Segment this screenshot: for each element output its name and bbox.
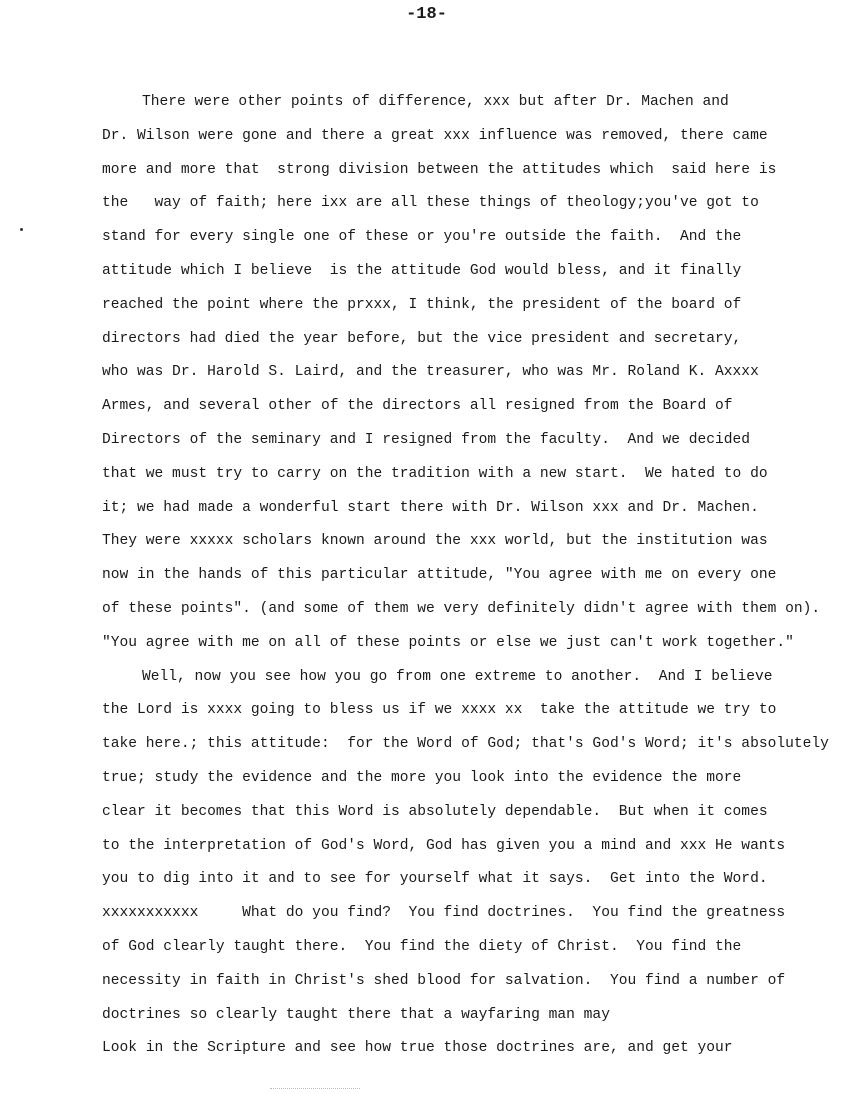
text-line: Armes, and several other of the directors all resigned from the Board of (102, 398, 733, 415)
text-line: that we must try to carry on the tradition with a new start. We hated to do (102, 465, 768, 482)
text-line: directors had died the year before, but the vice president and secretary, (102, 330, 742, 347)
text-line: of God clearly taught there. You find the diety of Christ. You find the (102, 938, 742, 955)
text-line: take here.; this attitude: for the Word of God; that's God's Word; it's absolutely (102, 736, 829, 753)
text-line: They were xxxxx scholars known around the xxx world, but the institution was (102, 533, 768, 550)
typed-text-body (102, 92, 832, 1072)
page-number: -18- (406, 5, 447, 24)
text-line: of these points". (and some of them we very definitely didn't agree with them on). (102, 600, 821, 617)
text-line: reached the point where the prxxx, I think, the president of the board of (102, 296, 742, 313)
text-line: clear it becomes that this Word is absolutely dependable. But when it comes (102, 803, 768, 820)
text-line: Look in the Scripture and see how true those doctrines are, and get your (102, 1040, 733, 1057)
text-line: now in the hands of this particular attitude, "You agree with me on every one (102, 567, 777, 584)
text-line: Well, now you see how you go from one extreme to another. And I believe (142, 668, 773, 685)
text-line: doctrines so clearly taught there that a wayfaring man may (102, 1006, 610, 1023)
text-line: xxxxxxxxxxx What do you find? You find doctrines. You find the greatness (102, 905, 786, 922)
text-line: necessity in faith in Christ's shed blood for salvation. You find a number of (102, 972, 786, 989)
text-line: There were other points of difference, xxx but after Dr. Machen and (142, 94, 729, 110)
margin-dot (20, 228, 23, 231)
text-line: stand for every single one of these or you're outside the faith. And the (102, 229, 742, 246)
text-line: who was Dr. Harold S. Laird, and the treasurer, who was Mr. Roland K. Axxxx (102, 364, 759, 381)
text-line: it; we had made a wonderful start there with Dr. Wilson xxx and Dr. Machen. (102, 499, 759, 516)
text-line: attitude which I believe is the attitude God would bless, and it finally (102, 262, 742, 279)
text-line: you to dig into it and to see for yourself what it says. Get into the Word. (102, 871, 768, 888)
text-line: Directors of the seminary and I resigned from the faculty. And we decided (102, 431, 751, 448)
text-line: Dr. Wilson were gone and there a great xxx influence was removed, there came (102, 127, 768, 144)
text-line: the way of faith; here ixx are all these things of theology;you've got to (102, 195, 759, 212)
text-line: true; study the evidence and the more you look into the evidence the more (102, 769, 742, 786)
text-line: "You agree with me on all of these points or else we just can't work together." (102, 634, 794, 651)
faint-mark (270, 1088, 360, 1092)
text-line: more and more that strong division between the attitudes which said here is (102, 161, 777, 178)
text-line: the Lord is xxxx going to bless us if we xxxx xx take the attitude we try to (102, 702, 777, 719)
text-line: to the interpretation of God's Word, God has given you a mind and xxx He wants (102, 837, 786, 854)
